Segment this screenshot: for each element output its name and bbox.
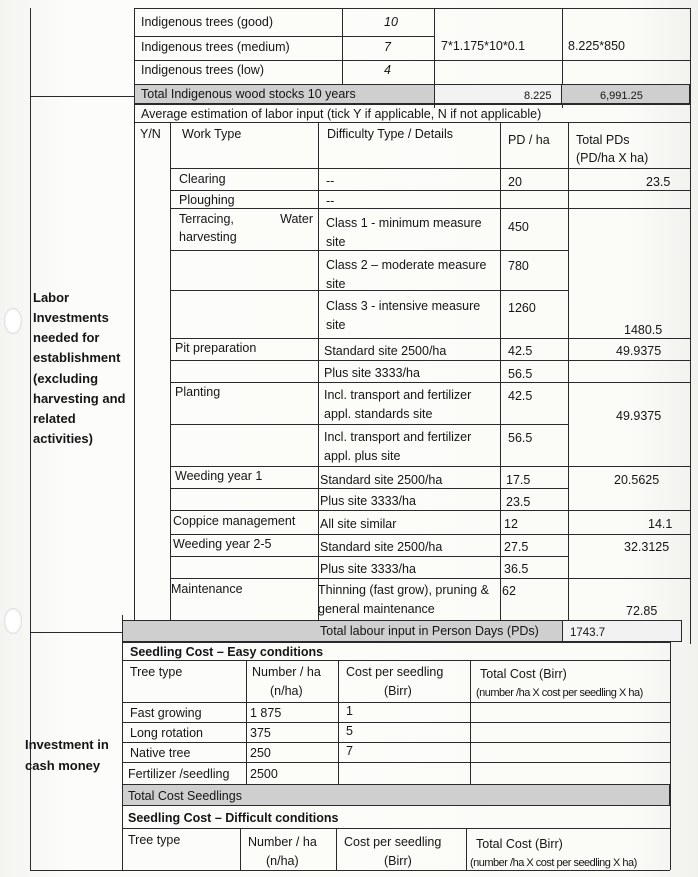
col-divider [568, 122, 569, 620]
work-type: Ploughing [179, 193, 235, 207]
pd-value: 42.5 [508, 344, 533, 358]
tree-number: 375 [250, 726, 271, 740]
col-divider [690, 104, 691, 644]
row-line [134, 60, 690, 61]
header-yn: Y/N [140, 127, 161, 141]
difficulty-detail: Standard site 2500/ha [320, 540, 443, 554]
tree-type: Native tree [130, 746, 191, 760]
pd-value: 56.5 [508, 367, 533, 381]
pd-value: 42.5 [508, 389, 533, 403]
difficulty-detail: Plus site 3333/ha [324, 366, 420, 380]
total-pd: 14.1 [648, 517, 673, 531]
col-divider [134, 8, 135, 96]
work-type: Coppice management [173, 514, 296, 528]
col-divider [466, 828, 467, 870]
pd-value: 20 [508, 175, 522, 189]
col-divider [336, 828, 337, 870]
total-pd: 49.9375 [616, 344, 662, 358]
pd-value: 1260 [508, 301, 536, 315]
tree-number: 2500 [250, 767, 278, 781]
header-pd: PD / ha [508, 133, 550, 147]
punch-hole [4, 308, 22, 334]
work-type: Weeding year 1 [175, 469, 263, 483]
col-divider [670, 642, 671, 870]
difficulty-detail: Standard site 2500/ha [324, 344, 447, 358]
difficulty-detail: All site similar [320, 517, 397, 531]
row-line [170, 190, 690, 191]
col-divider [500, 122, 501, 620]
row-line [170, 424, 568, 425]
header-tree-type: Tree type [128, 833, 181, 847]
bottom-border [30, 870, 670, 871]
difficulty-detail: Class 3 - intensive measure site [326, 299, 481, 332]
difficulty-detail: Standard site 2500/ha [320, 473, 443, 487]
wood-formula: 7*1.175*10*0.1 [441, 39, 526, 53]
pd-value: 17.5 [506, 473, 531, 487]
total-seedlings-label: Total Cost Seedlings [128, 789, 242, 803]
tree-number: 250 [250, 746, 271, 760]
difficulty-detail: -- [326, 174, 335, 188]
pd-value: 36.5 [504, 562, 529, 576]
header-total-cost: Total Cost (Birr) [480, 667, 567, 681]
row-line [170, 250, 318, 251]
header-cost-sub: (Birr) [384, 854, 412, 868]
row-line [122, 642, 670, 643]
difficulty-detail: Plus site 3333/ha [320, 494, 416, 508]
wood-row-value: 4 [384, 63, 391, 77]
col-divider [240, 828, 241, 870]
total-pd: 49.9375 [616, 409, 662, 423]
pd-value: 780 [508, 259, 529, 273]
difficulty-detail: Class 2 – moderate measure site [326, 258, 487, 291]
difficulty-detail: Incl. transport and fertilizer appl. standards site [324, 388, 472, 421]
wood-row-label: Indigenous trees (low) [141, 63, 264, 77]
pd-value: 27.5 [504, 540, 529, 554]
col-divider [170, 122, 171, 620]
tree-cost: 7 [346, 744, 353, 758]
wood-row-value: 7 [384, 40, 391, 54]
pd-value: 62 [502, 584, 516, 598]
row-line [134, 36, 434, 37]
row-line [122, 828, 670, 829]
labor-heading: Average estimation of labor input (tick Y if applicable, N if not applicable) [141, 107, 542, 121]
wood-total-label: Total Indigenous wood stocks 10 years [141, 87, 356, 101]
header-number-sub: (n/ha) [266, 854, 299, 868]
work-type: Pit preparation [175, 341, 257, 355]
pd-value: 450 [508, 220, 529, 234]
total-pd: 32.3125 [624, 540, 670, 554]
pd-value: 23.5 [506, 495, 531, 509]
pd-value: 56.5 [508, 431, 533, 445]
row-line [122, 660, 670, 661]
wood-row-value: 10 [384, 15, 398, 29]
header-cost-sub: (Birr) [384, 684, 412, 698]
labor-total-label: Total labour input in Person Days (PDs) [320, 624, 539, 638]
row-line [170, 382, 690, 383]
header-number-sub: (n/ha) [270, 684, 303, 698]
row-line [170, 534, 690, 535]
col-divider [318, 122, 319, 620]
row-line [122, 762, 670, 763]
header-number: Number / ha [248, 835, 317, 849]
difficulty-detail: Plus site 3333/ha [320, 562, 416, 576]
row-line [170, 208, 690, 209]
difficulty-detail: Thinning (fast grow), pruning & general maintenance [318, 583, 489, 616]
header-cost: Cost per seedling [346, 665, 444, 679]
difficult-title: Seedling Cost – Difficult conditions [128, 811, 339, 825]
tree-type: Fast growing [130, 706, 202, 720]
header-tree-type: Tree type [130, 665, 183, 679]
header-total-cost-sub: (number /ha X cost per seedling X ha) [476, 687, 643, 699]
work-type: Weeding year 2-5 [173, 537, 272, 551]
work-type: Planting [175, 385, 221, 399]
tree-cost: 1 [346, 704, 353, 718]
total-pd: 20.5625 [614, 473, 660, 487]
easy-title: Seedling Cost – Easy conditions [130, 645, 324, 659]
section-line [30, 96, 134, 97]
wood-total-birr: 6,991.25 [600, 90, 643, 102]
difficulty-detail: -- [326, 194, 335, 208]
tree-cost: 5 [346, 724, 353, 738]
top-border [134, 8, 690, 9]
header-work-type: Work Type [182, 127, 242, 141]
wood-row-label: Indigenous trees (good) [141, 15, 274, 29]
header-total-cost-sub: (number /ha X cost per seedling X ha) [470, 857, 637, 869]
total-pd: 72.85 [626, 604, 658, 618]
wood-row-label: Indigenous trees (medium) [141, 40, 290, 54]
header-total-sub: (PD/ha X ha) [576, 151, 649, 165]
work-type: Terracing, Water harvesting [179, 212, 313, 244]
pd-value: 12 [504, 517, 518, 531]
tree-number: 1 875 [250, 706, 282, 720]
row-line [170, 168, 690, 169]
row-line [134, 104, 690, 105]
header-total: Total PDs [576, 133, 630, 147]
work-type: Clearing [179, 172, 226, 186]
header-number: Number / ha [252, 665, 321, 679]
punch-hole [4, 608, 22, 634]
header-difficulty: Difficulty Type / Details [327, 127, 453, 141]
tree-type: Long rotation [130, 726, 203, 740]
wood-total-value: 8.225 [524, 90, 552, 102]
row-line [170, 466, 690, 467]
row-line [122, 722, 670, 723]
labor-section-label: Labor Investments needed for establishment (excluding harvesting and related activities) [33, 290, 126, 446]
col-divider [134, 96, 135, 621]
difficulty-detail: Incl. transport and fertilizer appl. plus site [324, 430, 472, 463]
row-line [134, 122, 690, 123]
work-type: Maintenance [171, 582, 243, 596]
investment-section-label: Investment in cash money [25, 737, 109, 773]
row-line [170, 578, 690, 579]
row-line [170, 510, 690, 511]
col-divider [342, 8, 343, 84]
row-line [170, 338, 690, 339]
row-line [122, 742, 670, 743]
difficulty-detail: Class 1 - minimum measure site [326, 216, 482, 249]
section-line [30, 632, 122, 633]
wood-calc: 8.225*850 [568, 39, 626, 53]
col-divider [690, 8, 691, 108]
header-total-cost: Total Cost (Birr) [476, 837, 563, 851]
row-line [122, 702, 670, 703]
total-pd: 1480.5 [624, 323, 663, 337]
labor-total-value: 1743.7 [570, 627, 606, 639]
header-cost: Cost per seedling [344, 835, 442, 849]
total-pd: 23.5 [646, 175, 671, 189]
tree-type: Fertilizer /seedling [128, 767, 230, 781]
